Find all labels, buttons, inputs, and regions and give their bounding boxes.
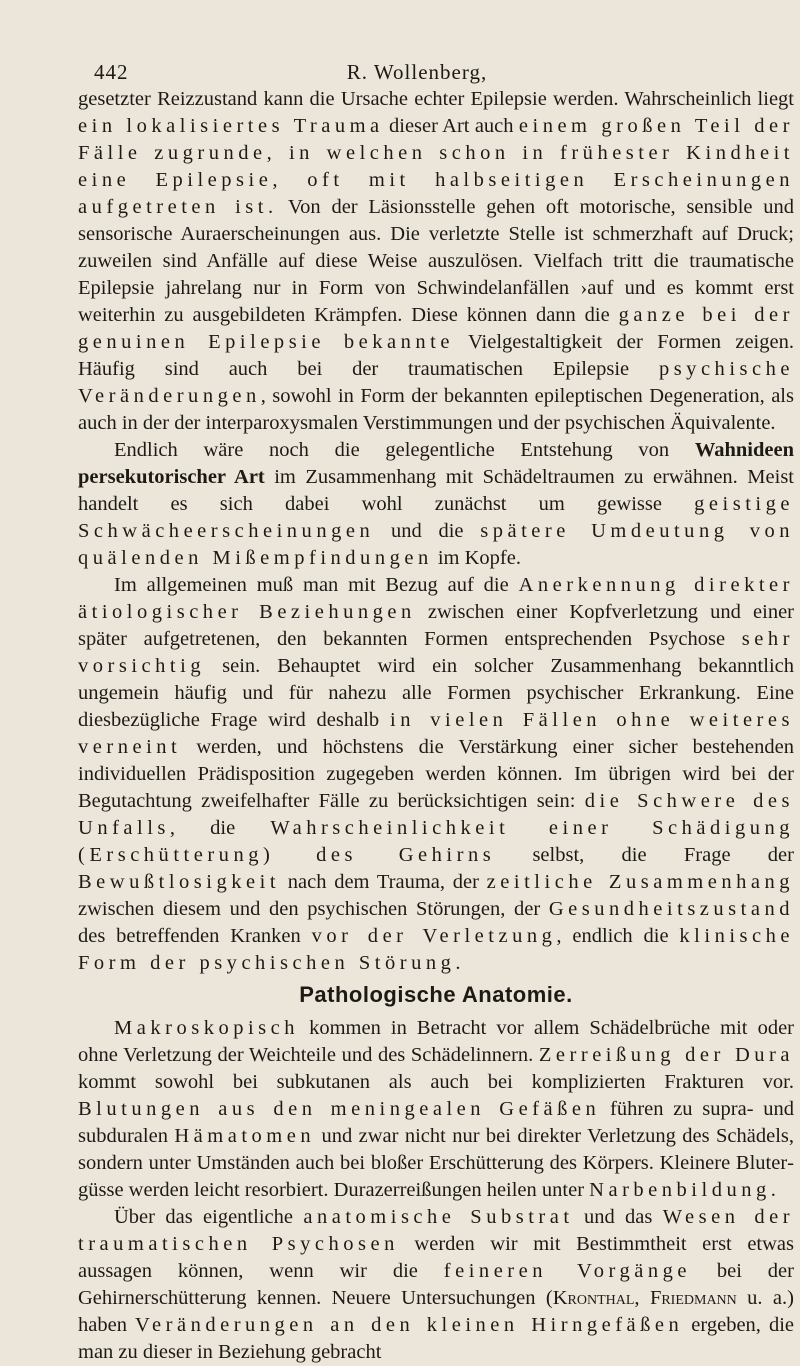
text-run: ergeben, die man zu dieser in Beziehung gebracht — [78, 1314, 794, 1363]
spaced-emphasis: feineren Vorgänge — [443, 1260, 691, 1282]
spaced-emphasis: Anerkennung direkter ätiologischer Beziehungen — [78, 574, 794, 623]
spaced-emphasis: spätere Umdeutung von quälenden Mißempfindungen — [78, 520, 794, 569]
text-run: kommen in Betracht vor allem Schädelbrüche mit oder ohne Verletzung der Weichteile und des Schädelinnern. — [78, 1017, 794, 1066]
paragraph-delusions — [78, 437, 794, 572]
text-run: und die — [374, 520, 481, 542]
text-run: u. a.) haben — [78, 1287, 794, 1336]
spaced-emphasis: psychische Veränderungen — [78, 358, 794, 407]
text-run: werden, und höchstens die Verstärkung einer sicher bestehenden individuellen Prädisposition zugegeben werden können. Im übrigen wird bei der Begutachtung zweifelhafter Fälle zu berücksichtigen sein: — [78, 736, 794, 812]
text-run: . — [770, 1179, 776, 1201]
text-run: , endlich die — [556, 925, 680, 947]
text-run: Im allgemeinen muß man mit Bezug auf die — [114, 574, 519, 596]
text-run: dieser Art auch — [383, 115, 519, 137]
spaced-emphasis: Makroskopisch — [114, 1017, 300, 1039]
text-run: führen zu supra- und subduralen — [78, 1098, 794, 1147]
spaced-emphasis: in vielen Fällen ohne weiteres verneint — [78, 709, 794, 758]
text-run: und das — [573, 1206, 663, 1228]
text-run: , die — [169, 817, 271, 839]
author-name: Friedmann — [649, 1287, 737, 1309]
spaced-emphasis: Zerreißung der Dura — [538, 1044, 794, 1066]
page-number: 442 — [94, 60, 129, 84]
spaced-emphasis: geistige Schwächeerscheinungen — [78, 493, 794, 542]
section-heading: Pathologische Anatomie. — [299, 982, 573, 1007]
text-run: nach dem Trauma, der — [280, 871, 487, 893]
text-run: im Zusammenhang mit Schädeltraumen zu erwähnen. Meist handelt es sich dabei wohl zunächst um gewisse — [78, 466, 794, 515]
spaced-emphasis: Blutungen aus den meningealen Gefäßen — [78, 1098, 601, 1120]
text-run: kommt sowohl bei subkutanen als auch bei komplizierten Frakturen vor. — [78, 1071, 794, 1093]
page-body — [78, 86, 794, 1366]
text-run: Von der Läsionsstelle gehen oft motorische, sensible und sensorische Auraerscheinungen aus. Die verletzte Stelle ist schmerzhaft auf Druck; zuweilen sind Anfälle auf diese Weise auszulösen. Vielfach tritt die traumatische Epilepsie jahrelang nur in Form von Schwindelanfällen ›auf und es kommt erst weiterhin zu ausgebildeten Krämpfen. Diese können dann die — [78, 196, 795, 326]
text-run: sein. Behauptet wird ein solcher Zusammenhang bekanntlich ungemein häufig und für nahezu alle Formen psychischer Erkrankung. Eine diesbezügliche Frage wird deshalb — [78, 655, 794, 731]
spaced-emphasis: die Schwere des Unfalls — [78, 790, 794, 839]
spaced-emphasis: klinische Form der psychischen Störung — [78, 925, 795, 974]
spaced-emphasis: ganze bei der genuinen Epilepsie bekannte — [78, 304, 794, 353]
spaced-emphasis: Gesundheitszustand — [548, 898, 794, 920]
text-run: Vielgestaltigkeit der Formen zeigen. Häufig sind auch bei der traumatischen Epilepsie — [78, 331, 794, 380]
text-run: , sowohl in Form der bekannten epileptischen Degeneration, als auch in der der interparoxysmalen Verstimmungen und der psychischen Äquivalente. — [78, 385, 794, 434]
paragraph-etiology — [78, 572, 794, 977]
paragraph-substrate — [78, 1204, 794, 1366]
text-run: . — [455, 952, 461, 974]
spaced-emphasis: anatomische Substrat — [303, 1206, 574, 1228]
spaced-emphasis: sehr vorsichtig — [78, 628, 794, 677]
text-run: , — [634, 1287, 650, 1309]
spaced-emphasis: einem großen Teil der Fälle zugrunde, in welchen schon in frühester Kindheit eine Epilepsie, oft mit halbseitigen Erscheinungen aufgetreten ist. — [78, 115, 794, 218]
text-run: bei der Gehirnerschütterung kennen. Neuere Untersuchungen ( — [78, 1260, 794, 1309]
text-run: und zwar nicht nur bei direkter Verletzung des Schädels, sondern unter Umständen auch bei bloßer Erschütterung des Körpers. Kleinere Blutergüsse werden leicht resorbiert. Durazerreißungen heilen unter — [78, 1125, 795, 1201]
spaced-emphasis: Bewußtlosigkeit — [78, 871, 281, 893]
text-run: im Kopfe. — [432, 547, 521, 569]
text-run: des betreffenden Kranken — [78, 925, 312, 947]
text-run: gesetzter Reizzustand kann die Ursache echter Epilepsie werden. Wahrscheinlich liegt — [78, 88, 794, 110]
spaced-emphasis: Wahrscheinlichkeit einer Schädigung (Erschütterung) des Gehirns — [78, 817, 794, 866]
paragraph-macroscopic — [78, 1015, 794, 1204]
running-head: R. Wollenberg, — [346, 60, 488, 84]
text-run: Über das eigentliche — [114, 1206, 304, 1228]
text-run: zwischen diesem und den psychischen Störungen, der — [78, 898, 549, 920]
spaced-emphasis: vor der Verletzung — [311, 925, 557, 947]
spaced-emphasis: Narbenbildung — [589, 1179, 771, 1201]
text-run: werden wir mit Bestimmtheit erst etwas aussagen können, wenn wir die — [78, 1233, 794, 1282]
bold-emphasis: Wahnideen persekutorischer Art — [78, 439, 794, 488]
spaced-emphasis: Veränderungen an den kleinen Hirngefäßen — [134, 1314, 684, 1336]
author-name: Kronthal — [552, 1287, 635, 1309]
text-run: Endlich wäre noch die gelegentliche Entstehung von — [114, 439, 695, 461]
text-run: selbst, die Frage der — [495, 844, 794, 866]
spaced-emphasis: Hämatomen — [174, 1125, 316, 1147]
paragraph-traumatic-epilepsy — [78, 86, 794, 437]
spaced-emphasis: Wesen der traumatischen Psychosen — [78, 1206, 795, 1255]
spaced-emphasis: ein lokalisiertes Trauma — [78, 115, 384, 137]
text-run: zwischen einer Kopfverletzung und einer später aufgetretenen, den bekannten Formen entsprechenden Psychose — [78, 601, 794, 650]
spaced-emphasis: zeitliche Zusammenhang — [486, 871, 794, 893]
page-header — [94, 60, 740, 88]
